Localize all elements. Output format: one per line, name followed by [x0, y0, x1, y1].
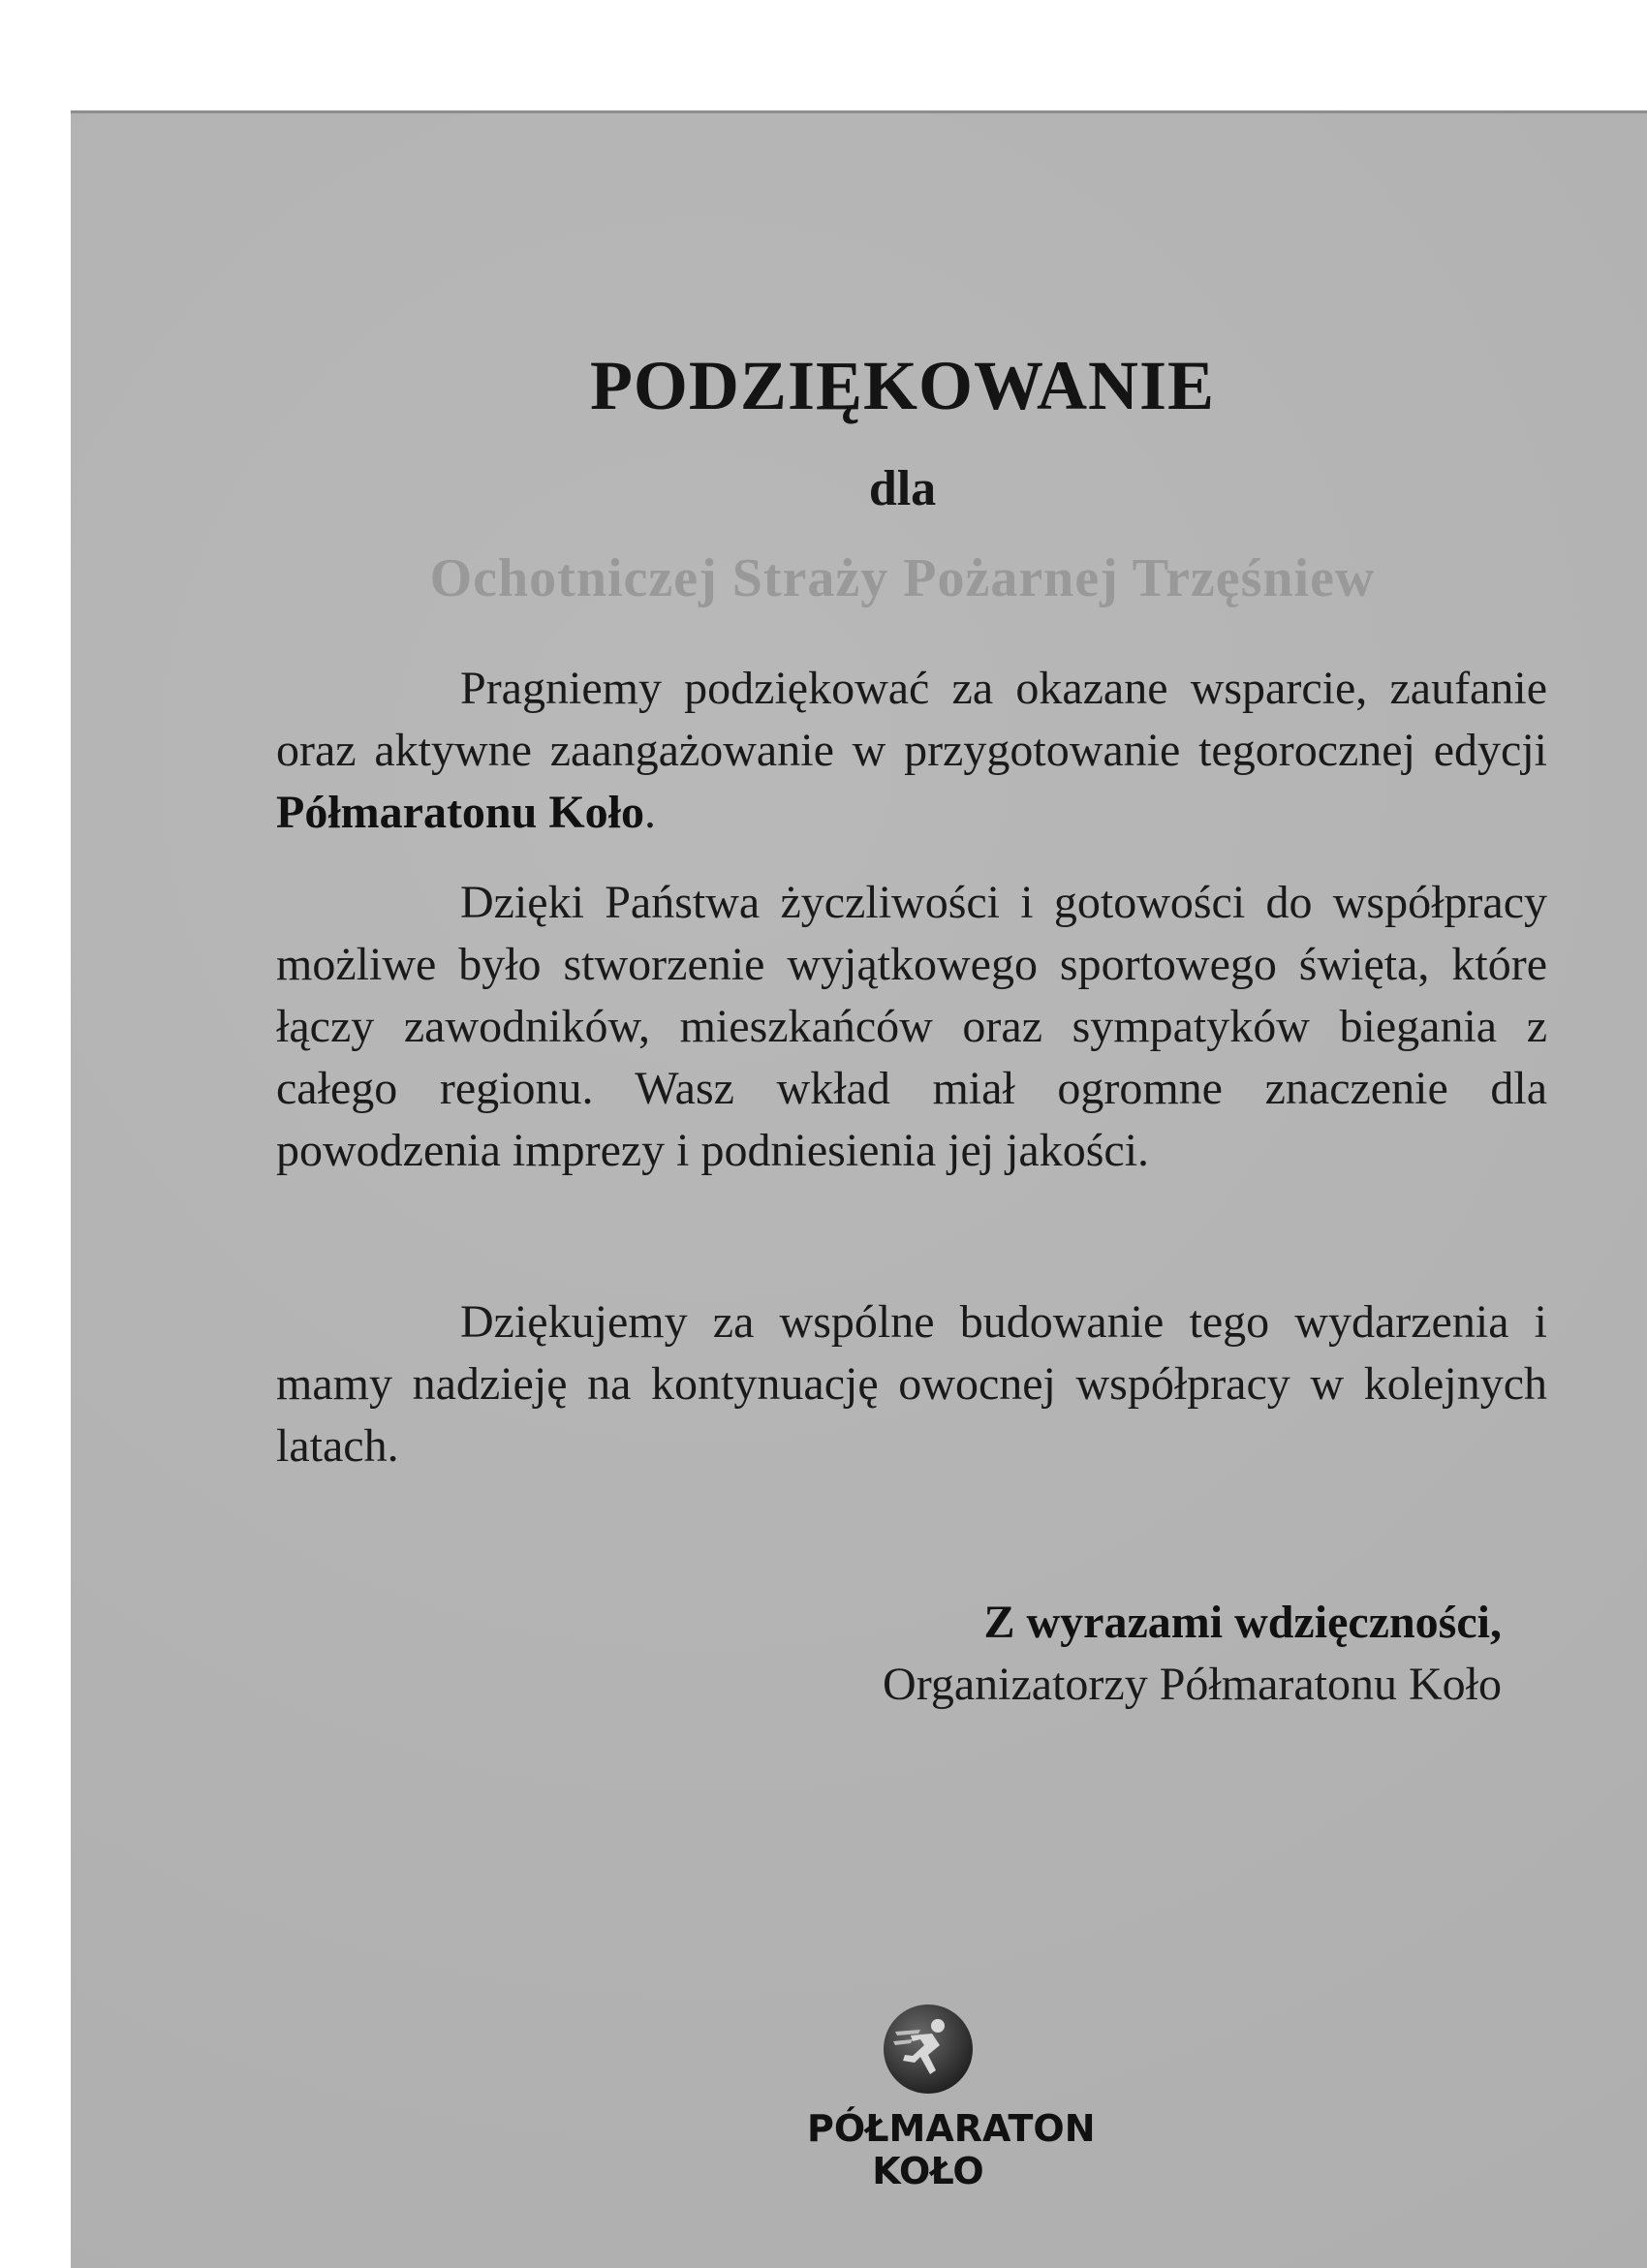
- paragraph-3-text: Dziękujemy za wspólne budowanie tego wydarzenia i mamy nadzieję na kontynuację owocnej współpracy w kolejnych latach.: [276, 1296, 1547, 1472]
- paragraph-1-text: Pragniemy podziękować za okazane wsparcie, zaufanie oraz aktywne zaangażowanie w przygotowanie tegorocznej edycji: [276, 663, 1547, 776]
- document-title: PODZIĘKOWANIE: [589, 347, 1216, 424]
- closing-block: [883, 1592, 1502, 1716]
- paragraph-2: [276, 872, 1547, 1182]
- event-name: Półmaratonu Koło: [276, 787, 644, 838]
- paragraph-2-text: Dzięki Państwa życzliwości i gotowości do współpracy możliwe było stworzenie wyjątkowego sportowego święta, które łączy zawodników, mieszkańców oraz sympatyków biegania z całego regionu. Wasz wkład miał ogromne znaczenie dla powodzenia imprezy i podniesienia jej jakości.: [276, 877, 1547, 1176]
- closing-regards: Z wyrazami wdzięczności,: [983, 1597, 1502, 1648]
- for-label: dla: [868, 461, 937, 516]
- runner-logo-icon: [882, 2003, 975, 2096]
- logo-text: [807, 2107, 1096, 2192]
- paragraph-1: [276, 658, 1547, 844]
- certificate-sheet: [71, 110, 1647, 2268]
- paragraph-1-end: .: [644, 787, 656, 838]
- event-logo: [807, 2003, 1096, 2192]
- paragraph-3: [276, 1291, 1547, 1477]
- logo-line-2: KOŁO: [872, 2150, 984, 2192]
- logo-line-1: PÓŁMARATON: [807, 2107, 1096, 2150]
- closing-signature: Organizatorzy Półmaratonu Koło: [883, 1659, 1502, 1710]
- recipient-name: Ochotniczej Straży Pożarnej Trzęśniew: [429, 548, 1376, 608]
